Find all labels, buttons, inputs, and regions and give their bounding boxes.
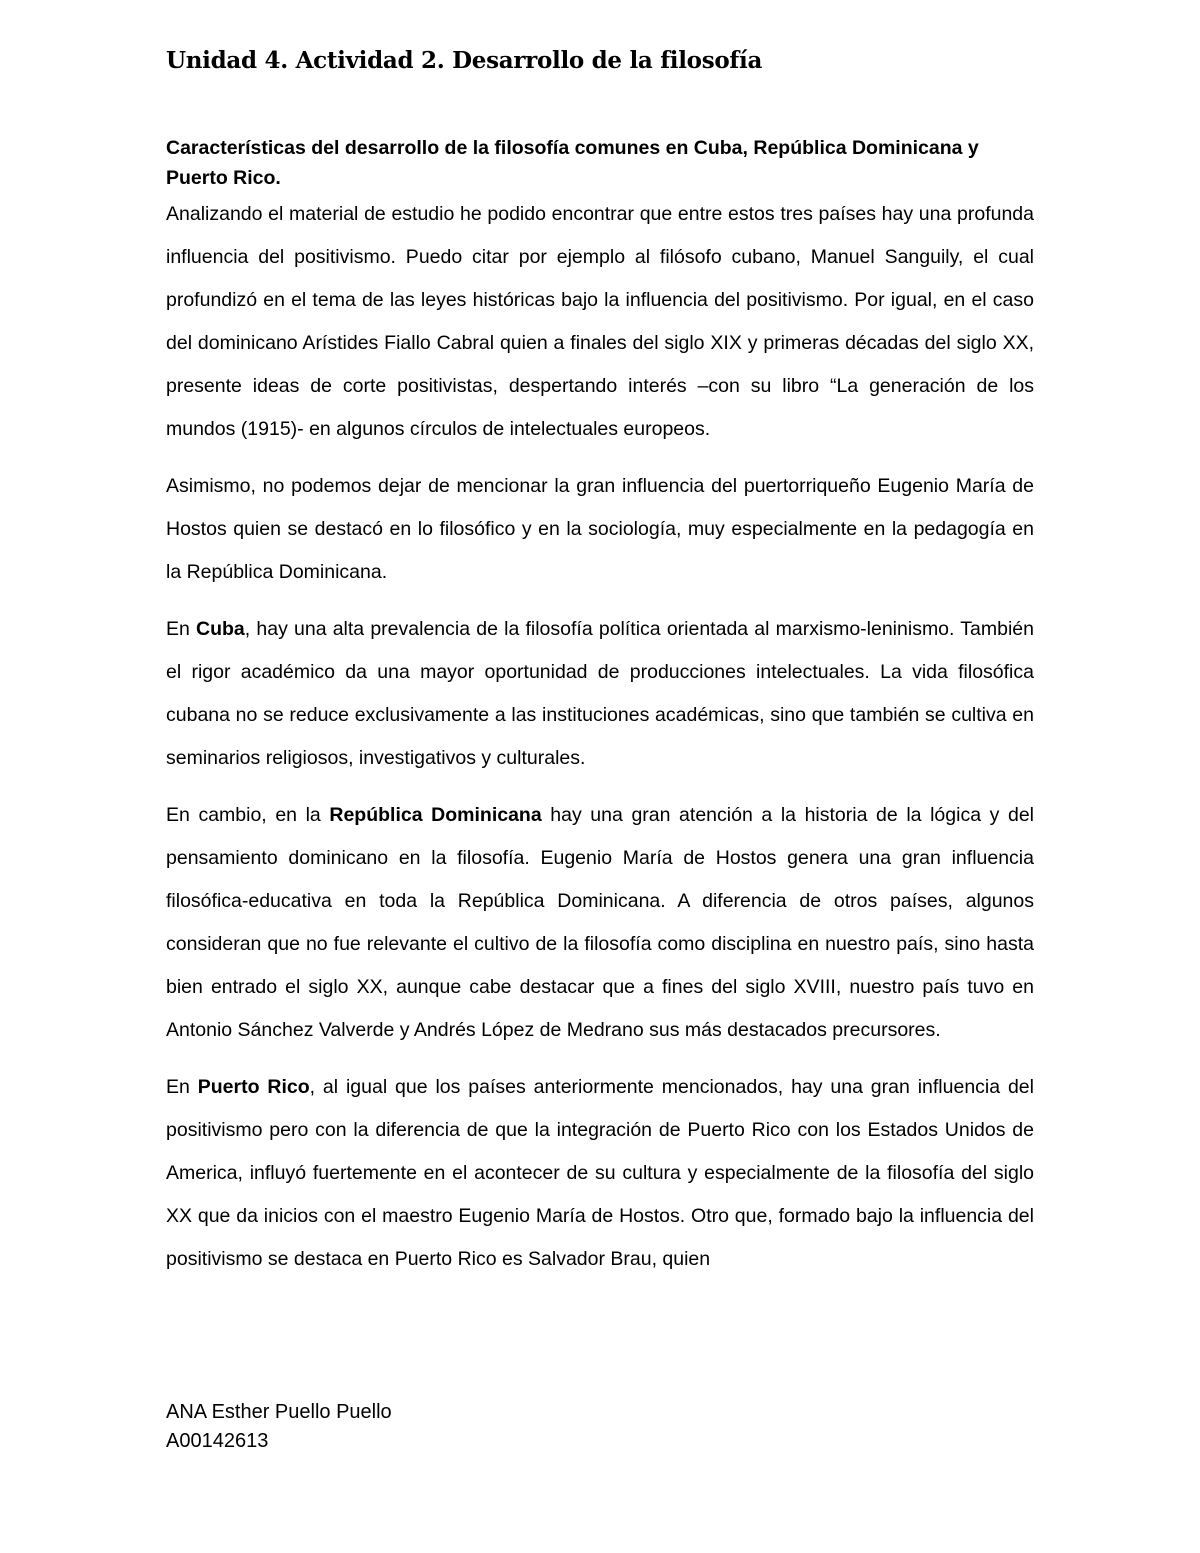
paragraph-text: Analizando el material de estudio he podido encontrar que entre estos tres países hay una profunda influencia del positivismo. Puedo citar por ejemplo al filósofo cubano, Manuel Sanguily, el cual profundizó en el tema de las leyes históricas bajo la influencia del positivismo. Por igual, en el caso del dominicano Arístides Fiallo Cabral quien a finales del siglo XIX y primeras décadas del siglo XX, presente ideas de corte positivistas, despertando interés –con su libro “La generación de los mundos (1915)- en algunos círculos de intelectuales europeos. (166, 203, 1034, 440)
author-name: ANA Esther Puello Puello (166, 1401, 392, 1423)
paragraph-text: En (166, 1076, 198, 1098)
paragraph-text: En cambio, en la (166, 804, 330, 826)
body-paragraph (166, 465, 1034, 594)
body-paragraph (166, 1066, 1034, 1281)
paragraph-text: Asimismo, no podemos dejar de mencionar la gran influencia del puertorriqueño Eugenio María de Hostos quien se destacó en lo filosófico y en la sociología, muy especialmente en la pedagogía en la República Dominicana. (166, 475, 1034, 583)
paragraph-text: En (166, 618, 197, 640)
bold-text: República Dominicana (329, 804, 542, 826)
body-paragraph (166, 608, 1034, 780)
page-footer (166, 1398, 392, 1456)
section-heading: Características del desarrollo de la filosofía comunes en Cuba, República Dominicana y Puerto Rico. (166, 137, 979, 189)
paragraph-text: hay una gran atención a la historia de la lógica y del pensamiento dominicano en la filosofía. Eugenio María de Hostos genera una gran influencia filosófica-educativa en toda la República Dominicana. A diferencia de otros países, algunos consideran que no fue relevante el cultivo de la filosofía como disciplina en nuestro país, sino hasta bien entrado el siglo XX, aunque cabe destacar que a fines del siglo XVIII, nuestro país tuvo en Antonio Sánchez Valverde y Andrés López de Medrano sus más destacados precursores. (166, 804, 1034, 1041)
bold-text: Puerto Rico (197, 1076, 310, 1098)
body-paragraph (166, 193, 1034, 451)
paragraph-text: , al igual que los países anteriormente mencionados, hay una gran influencia del positivismo pero con la diferencia de que la integración de Puerto Rico con los Estados Unidos de America, influyó fuertemente en el acontecer de su cultura y especialmente de la filosofía del siglo XX que da inicios con el maestro Eugenio María de Hostos. Otro que, formado bajo la influencia del positivismo se destaca en Puerto Rico es Salvador Brau, quien (166, 1076, 1034, 1270)
bold-text: Cuba (196, 618, 245, 640)
document-title: Unidad 4. Actividad 2. Desarrollo de la filosofía (166, 47, 763, 74)
body-paragraph (166, 794, 1034, 1052)
student-id: A00142613 (166, 1430, 269, 1452)
paragraph-list (166, 193, 1034, 1281)
document-body (166, 133, 1034, 1281)
paragraph-text: , hay una alta prevalencia de la filosofía política orientada al marxismo-leninismo. También el rigor académico da una mayor oportunidad de producciones intelectuales. La vida filosófica cubana no se reduce exclusivamente a las instituciones académicas, sino que también se cultiva en seminarios religiosos, investigativos y culturales. (166, 618, 1034, 769)
